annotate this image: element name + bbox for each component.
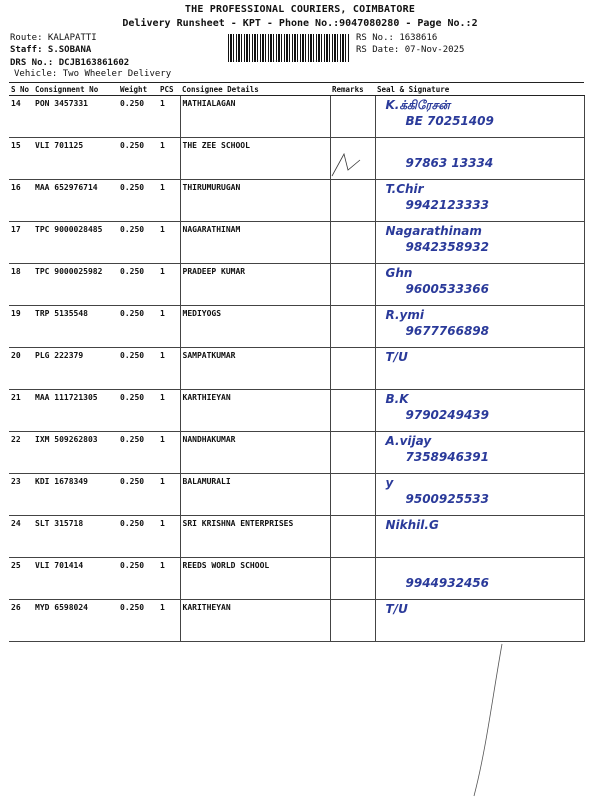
staff-label: Staff: S.SOBANA — [10, 45, 92, 55]
cell-consignee: BALAMURALI — [180, 474, 330, 516]
handwritten-signature: T/U — [385, 602, 408, 616]
cell-consignment-no: PLG 222379 — [33, 348, 118, 390]
table-row — [9, 516, 584, 558]
pen-mark — [330, 150, 370, 180]
cell-signature — [375, 96, 584, 138]
company-title: THE PROFESSIONAL COURIERS, COIMBATORE — [184, 4, 416, 15]
cell-weight: 0.250 — [118, 516, 158, 558]
cell-signature — [375, 558, 584, 600]
cell-consignee: MATHIALAGAN — [180, 96, 330, 138]
cell-weight: 0.250 — [118, 306, 158, 348]
cell-consignee: THE ZEE SCHOOL — [180, 138, 330, 180]
cell-pcs: 1 — [158, 390, 180, 432]
cell-consignee: MEDIYOGS — [180, 306, 330, 348]
table-row — [9, 138, 584, 180]
col-header-consignment: Consignment No — [33, 83, 118, 96]
table-header-row — [9, 83, 584, 96]
cell-sno: 20 — [9, 348, 33, 390]
handwritten-phone: 9944932456 — [405, 576, 489, 590]
cell-signature — [375, 138, 584, 180]
table-row — [9, 306, 584, 348]
cell-weight: 0.250 — [118, 138, 158, 180]
handwritten-phone: 9942123333 — [405, 198, 489, 212]
col-header-remarks: Remarks — [330, 83, 375, 96]
cell-remarks — [330, 390, 375, 432]
cell-consignee: THIRUMURUGAN — [180, 180, 330, 222]
cell-consignee: PRADEEP KUMAR — [180, 264, 330, 306]
table-row — [9, 264, 584, 306]
cell-remarks — [330, 516, 375, 558]
cell-consignment-no: TPC 9000025982 — [33, 264, 118, 306]
cell-sno: 14 — [9, 96, 33, 138]
cell-weight: 0.250 — [118, 474, 158, 516]
handwritten-phone: 97863 13334 — [405, 156, 494, 170]
cell-sno: 15 — [9, 138, 33, 180]
cell-consignment-no: TRP 5135548 — [33, 306, 118, 348]
cell-signature — [375, 600, 584, 642]
cell-weight: 0.250 — [118, 264, 158, 306]
cell-signature — [375, 180, 584, 222]
cell-remarks — [330, 600, 375, 642]
cell-pcs: 1 — [158, 222, 180, 264]
cell-weight: 0.250 — [118, 390, 158, 432]
rs-date: RS Date: 07-Nov-2025 — [356, 45, 465, 55]
col-header-signature: Seal & Signature — [375, 83, 584, 96]
handwritten-signature: T.Chir — [385, 182, 424, 196]
cell-remarks — [330, 348, 375, 390]
runsheet-table — [9, 82, 585, 642]
cell-sno: 26 — [9, 600, 33, 642]
barcode-graphic — [228, 34, 350, 62]
table-row — [9, 600, 584, 642]
col-header-sno: S No — [9, 83, 33, 96]
cell-pcs: 1 — [158, 348, 180, 390]
table-row — [9, 180, 584, 222]
handwritten-phone: 9842358932 — [405, 240, 489, 254]
table-row — [9, 432, 584, 474]
cell-weight: 0.250 — [118, 432, 158, 474]
cell-remarks — [330, 558, 375, 600]
cell-pcs: 1 — [158, 558, 180, 600]
handwritten-signature: K.க்கிரேசன் — [385, 98, 450, 112]
handwritten-phone: 9790249439 — [405, 408, 489, 422]
cell-remarks — [330, 306, 375, 348]
cell-signature — [375, 264, 584, 306]
cell-consignee: REEDS WORLD SCHOOL — [180, 558, 330, 600]
cell-pcs: 1 — [158, 138, 180, 180]
col-header-consignee: Consignee Details — [180, 83, 330, 96]
cell-signature — [375, 432, 584, 474]
cell-signature — [375, 306, 584, 348]
cell-signature — [375, 390, 584, 432]
cell-consignee: SAMPATKUMAR — [180, 348, 330, 390]
handwritten-signature: R.ymi — [385, 308, 424, 322]
cell-remarks — [330, 96, 375, 138]
cell-sno: 21 — [9, 390, 33, 432]
cell-remarks — [330, 474, 375, 516]
table-row — [9, 348, 584, 390]
cell-signature — [375, 222, 584, 264]
cell-consignment-no: PON 3457331 — [33, 96, 118, 138]
cell-pcs: 1 — [158, 516, 180, 558]
cell-consignment-no: KDI 1678349 — [33, 474, 118, 516]
cell-sno: 25 — [9, 558, 33, 600]
table-row — [9, 390, 584, 432]
cell-consignee: SRI KRISHNA ENTERPRISES — [180, 516, 330, 558]
pen-stroke — [468, 640, 508, 800]
cell-remarks — [330, 264, 375, 306]
cell-consignee: NANDHAKUMAR — [180, 432, 330, 474]
cell-pcs: 1 — [158, 264, 180, 306]
table-row — [9, 558, 584, 600]
cell-consignment-no: VLI 701414 — [33, 558, 118, 600]
cell-remarks — [330, 180, 375, 222]
cell-consignment-no: MAA 652976714 — [33, 180, 118, 222]
cell-signature — [375, 516, 584, 558]
cell-pcs: 1 — [158, 432, 180, 474]
cell-consignee: NAGARATHINAM — [180, 222, 330, 264]
cell-sno: 18 — [9, 264, 33, 306]
handwritten-signature: Ghn — [385, 266, 413, 280]
cell-weight: 0.250 — [118, 96, 158, 138]
handwritten-signature: Nagarathinam — [385, 224, 482, 238]
cell-consignment-no: MYD 6598024 — [33, 600, 118, 642]
cell-sno: 17 — [9, 222, 33, 264]
runsheet-subtitle: Delivery Runsheet - KPT - Phone No.:9047080280 - Page No.:2 — [122, 18, 478, 29]
cell-remarks — [330, 432, 375, 474]
col-header-weight: Weight — [118, 83, 158, 96]
route-label: Route: KALAPATTI — [10, 33, 97, 43]
handwritten-signature: B.K — [385, 392, 409, 406]
cell-remarks — [330, 222, 375, 264]
col-header-pcs: PCS — [158, 83, 180, 96]
handwritten-phone: 9600533366 — [405, 282, 489, 296]
cell-pcs: 1 — [158, 180, 180, 222]
handwritten-signature: y — [385, 476, 394, 490]
cell-sno: 16 — [9, 180, 33, 222]
cell-weight: 0.250 — [118, 558, 158, 600]
cell-weight: 0.250 — [118, 180, 158, 222]
handwritten-phone: 7358946391 — [405, 450, 489, 464]
cell-consignment-no: VLI 701125 — [33, 138, 118, 180]
cell-pcs: 1 — [158, 474, 180, 516]
rs-number: RS No.: 1638616 — [356, 33, 438, 43]
vehicle-label: Vehicle: Two Wheeler Delivery — [14, 69, 172, 79]
cell-pcs: 1 — [158, 600, 180, 642]
table-row — [9, 474, 584, 516]
table-row — [9, 96, 584, 138]
cell-sno: 22 — [9, 432, 33, 474]
cell-weight: 0.250 — [118, 600, 158, 642]
cell-consignee: KARTHIEYAN — [180, 390, 330, 432]
handwritten-signature: A.vijay — [385, 434, 432, 448]
handwritten-signature: Nikhil.G — [385, 518, 439, 532]
cell-pcs: 1 — [158, 306, 180, 348]
cell-sno: 19 — [9, 306, 33, 348]
cell-signature — [375, 348, 584, 390]
cell-sno: 23 — [9, 474, 33, 516]
handwritten-phone: 9677766898 — [405, 324, 489, 338]
table-row — [9, 222, 584, 264]
cell-pcs: 1 — [158, 96, 180, 138]
cell-consignment-no: MAA 111721305 — [33, 390, 118, 432]
cell-consignment-no: SLT 315718 — [33, 516, 118, 558]
handwritten-phone: BE 70251409 — [405, 114, 494, 128]
cell-sno: 24 — [9, 516, 33, 558]
cell-consignee: KARITHEYAN — [180, 600, 330, 642]
cell-consignment-no: TPC 9000028485 — [33, 222, 118, 264]
cell-consignment-no: IXM 509262803 — [33, 432, 118, 474]
handwritten-signature: T/U — [385, 350, 408, 364]
cell-signature — [375, 474, 584, 516]
drs-number: DRS No.: DCJB163861602 — [10, 58, 130, 68]
cell-weight: 0.250 — [118, 348, 158, 390]
cell-weight: 0.250 — [118, 222, 158, 264]
handwritten-phone: 9500925533 — [405, 492, 489, 506]
